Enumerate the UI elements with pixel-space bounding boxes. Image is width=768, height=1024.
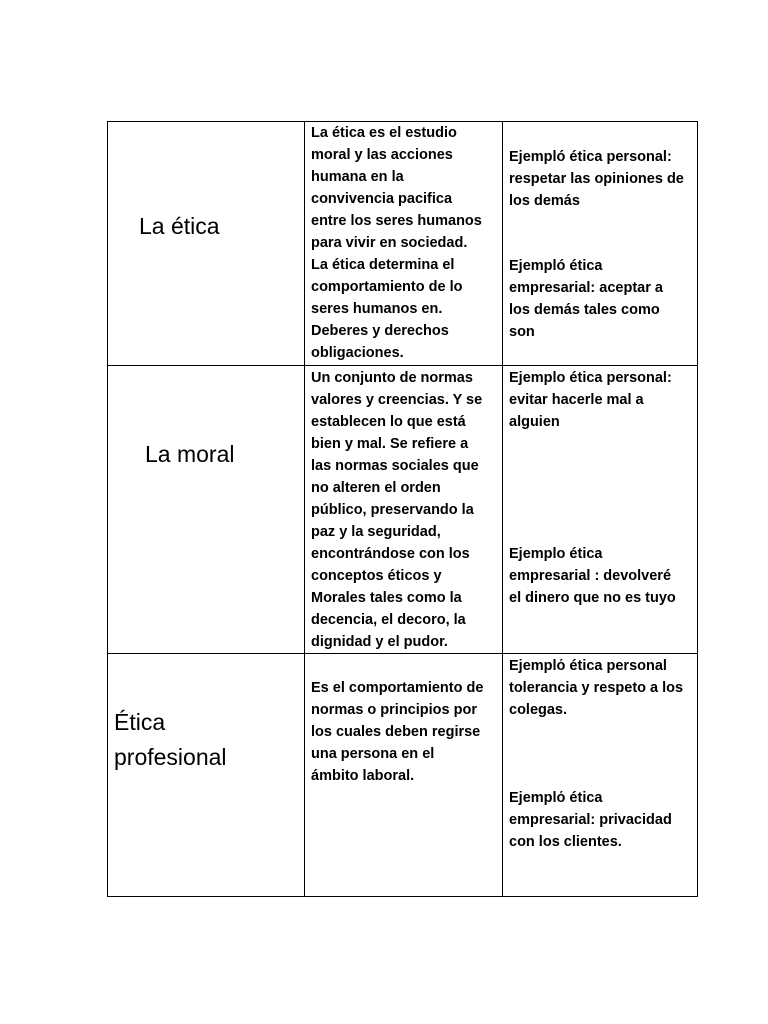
definition-text: La ética es el estudio moral y las acciones humana en la convivencia pacifica entre los seres humanos para vivir en sociedad. La ética determina el comportamiento de lo seres humanos en. Deberes y derechos obligaciones. [311, 125, 482, 361]
examples-cell-etica-profesional [503, 654, 697, 896]
example-personal-text: Ejemplo ética personal: evitar hacerle mal a alguien [509, 370, 672, 430]
definition-text: Es el comportamiento de normas o principios por los cuales deben regirse una persona en el ámbito laboral. [311, 680, 484, 784]
example-business-text: Ejemplo ética empresarial : devolveré el dinero que no es tuyo [509, 546, 676, 606]
ethics-comparison-table [107, 121, 698, 897]
concept-cell-etica [108, 122, 305, 366]
definition-cell-etica [305, 122, 503, 366]
concept-label: La ética [139, 213, 220, 239]
concept-label: La moral [145, 441, 235, 467]
examples-cell-moral [503, 366, 697, 654]
example-personal-text: Ejemplό ética personal tolerancia y respeto a los colegas. [509, 658, 684, 718]
definition-cell-moral [305, 366, 503, 654]
example-business-text: Ejemplό ética empresarial: privacidad con los clientes. [509, 790, 672, 850]
concept-label: Ética profesional [114, 709, 227, 770]
concept-cell-etica-profesional [108, 654, 305, 896]
example-personal-text: Ejempló ética personal: respetar las opiniones de los demás [509, 149, 684, 209]
definition-cell-etica-profesional [305, 654, 503, 896]
concept-cell-moral [108, 366, 305, 654]
definition-text: Un conjunto de normas valores y creencias. Y se establecen lo que está bien y mal. Se refiere a las normas sociales que no alteren el orden público, preservando la paz y la seguridad, encontrándose con los conceptos éticos y Morales tales como la decencia, el decoro, la dignidad y el pudor. [311, 370, 483, 650]
examples-cell-etica [503, 122, 697, 366]
example-business-text: Ejempló ética empresarial: aceptar a los demás tales como son [509, 258, 663, 340]
